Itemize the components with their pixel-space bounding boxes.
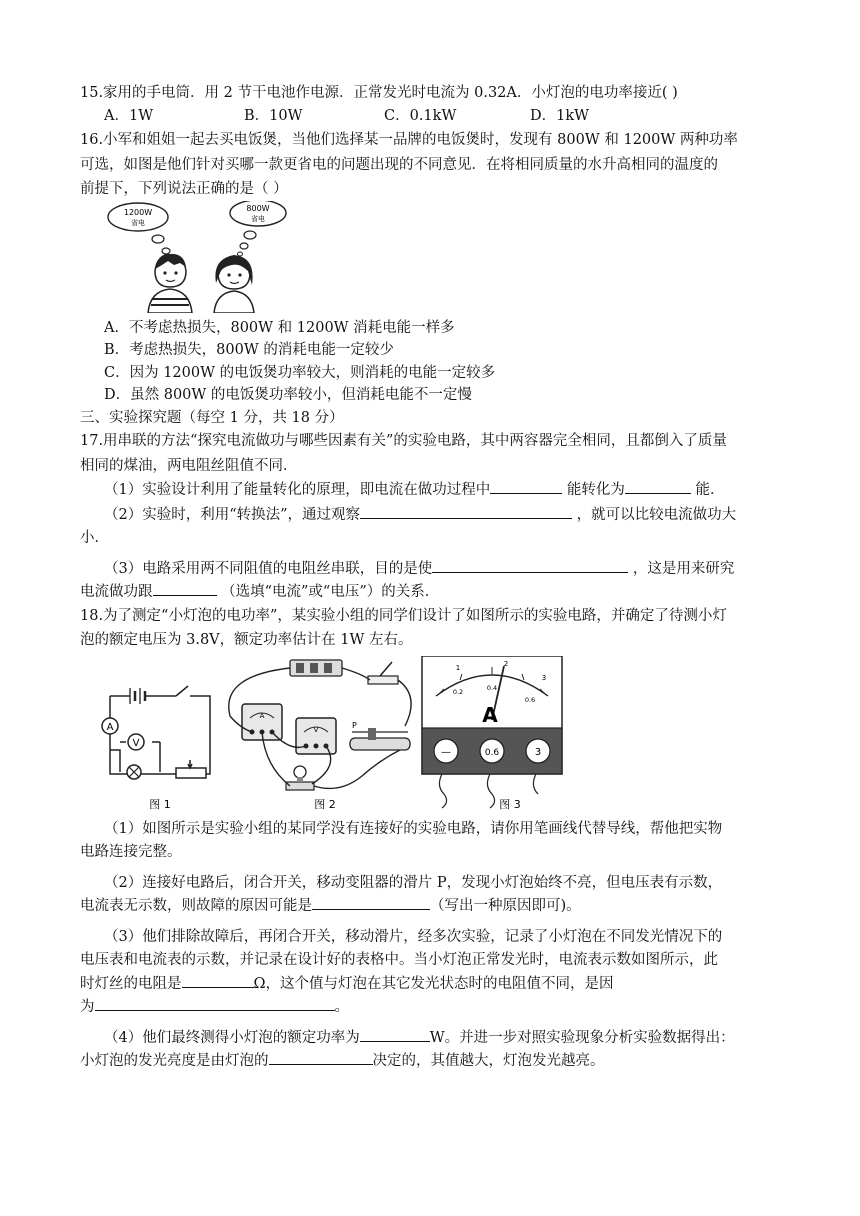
q18-part1-line1: （1）如图所示是实验小组的某同学没有连接好的实验电路，请你用笔画线代替导线，帮他把实物 — [104, 820, 723, 837]
q18-part3-line1: （3）他们排除故障后，再闭合开关，移动滑片，经多次实验，记录了小灯泡在不同发光情况下的 — [104, 928, 723, 945]
ammeter-face-letter: A — [482, 702, 498, 727]
q17-part2 — [80, 504, 780, 527]
ammeter-device-label: A — [259, 711, 265, 720]
q18-part4-line2 — [80, 1050, 780, 1073]
q17-blank-2[interactable] — [625, 479, 691, 494]
slider-p-label: P — [352, 720, 357, 730]
terminal-negative-label: — — [441, 746, 451, 758]
q18-part2-text-b: （写出一种原因即可)。 — [430, 898, 581, 914]
bubble-right-power: 800W — [246, 203, 270, 213]
q18-blank-3[interactable] — [95, 996, 335, 1011]
ammeter-symbol-label: A — [106, 721, 114, 733]
section-heading: 三、实验探究题（每空 1 分，共 18 分） — [80, 409, 344, 426]
fig3-label: 图 3 — [499, 797, 521, 811]
q18-part3-line3 — [80, 973, 780, 996]
fig1-label: 图 1 — [149, 797, 171, 811]
circuit-diagram — [110, 686, 210, 778]
lamp-symbol — [127, 765, 141, 779]
q17-part1-text-b: 能转化为 — [566, 482, 625, 498]
q18-blank-5[interactable] — [269, 1050, 373, 1065]
q17-blank-4[interactable] — [432, 558, 628, 573]
q18-part3-text-c: 为 — [80, 999, 95, 1015]
voltmeter-device-label: V — [313, 725, 319, 734]
q17-part3 — [80, 558, 780, 581]
bulb-device — [286, 766, 314, 790]
scale-top-3: 3 — [541, 673, 547, 682]
q17-part3-text-a: （3）电路采用两不同阻值的电阻丝串联，目的是使 — [104, 560, 433, 577]
left-thought-bubble — [108, 203, 171, 261]
q16-stem-line1: 16.小军和姐姐一起去买电饭煲，当他们选择某一品牌的电饭煲时，发现有 800W 和 1200W 两种功率 — [80, 132, 738, 148]
fig2-label: 图 2 — [314, 797, 336, 811]
q18-part4-text-b: W。并进一步对照实验现象分析实验数据得出： — [429, 1029, 735, 1046]
q17-part3-cont — [80, 581, 780, 604]
q15-option-b: B．10W — [244, 107, 303, 124]
q17-blank-5[interactable] — [153, 581, 217, 596]
q18-blank-4[interactable] — [360, 1027, 430, 1042]
q17-part2-text-a: （2）实验时，利用“转换法”，通过观察 — [104, 506, 361, 523]
q17-blank-3[interactable] — [360, 504, 572, 519]
q18-blank-1[interactable] — [312, 895, 430, 910]
q17-part1 — [80, 479, 780, 502]
q15-option-a: A．1W — [104, 107, 154, 124]
terminal-0.6-label: 0.6 — [484, 747, 500, 758]
q18-blank-2[interactable] — [182, 973, 254, 988]
terminal-3-label: 3 — [534, 746, 542, 758]
scale-top-2: 2 — [503, 659, 509, 668]
voltmeter-symbol-label: V — [132, 737, 140, 749]
scale-bottom-0.2: 0.2 — [452, 687, 464, 696]
q17-part1-text-c: 能． — [695, 482, 725, 498]
q18-part3-line4 — [80, 996, 780, 1019]
q16-stem-line3: 前提下，下列说法正确的是（ ） — [80, 181, 288, 197]
q18-part2-text-a: 电流表无示数，则故障的原因可能是 — [80, 898, 312, 914]
right-thought-bubble — [230, 201, 286, 256]
q17-part3-text-d: （选填“电流”或“电压”）的关系． — [221, 584, 440, 600]
q17-stem-line2: 相同的煤油，两电阻丝阻值不同． — [80, 457, 298, 474]
q18-stem-line2: 泡的额定电压为 3.8V，额定功率估计在 1W 左右。 — [80, 632, 413, 648]
q16-figure — [80, 201, 780, 313]
boy-figure — [148, 253, 192, 312]
physical-circuit — [229, 660, 411, 790]
q16-option-d: D．虽然 800W 的电饭煲功率较小，但消耗电能不一定慢 — [104, 387, 472, 403]
bubble-right-note: 省电 — [251, 214, 265, 223]
ammeter-face — [422, 656, 562, 808]
girl-figure — [214, 255, 254, 313]
bubble-left-note: 省电 — [131, 218, 145, 227]
q17-part2-cont: 小． — [80, 530, 109, 546]
q15-option-c: C．0.1kW — [384, 107, 457, 124]
scale-bottom-0.6: 0.6 — [524, 695, 536, 704]
bubble-left-power: 1200W — [123, 207, 153, 217]
q15-option-d: D．1kW — [530, 107, 590, 124]
q18-part3-text-d: 。 — [334, 999, 349, 1015]
document-page — [80, 82, 780, 1073]
q18-part4-text-c: 小灯泡的发光亮度是由灯泡的 — [80, 1053, 269, 1069]
q17-part1-text-a: （1）实验设计利用了能量转化的原理，即电流在做功过程中 — [104, 482, 491, 498]
q18-part3-line2: 电压表和电流表的示数，并记录在设计好的表格中。当小灯泡正常发光时，电流表示数如图所示，此 — [80, 952, 718, 968]
q18-part3-text-a: 时灯丝的电阻是 — [80, 975, 182, 992]
q17-part2-text-b: ，就可以比较电流做功大 — [576, 506, 737, 523]
q18-part2-line1: （2）连接好电路后，闭合开关，移动变阻器的滑片 P，发现小灯泡始终不亮，但电压表有示数， — [104, 874, 723, 891]
scale-bottom-0.4: 0.4 — [486, 683, 498, 692]
q16-option-b: B．考虑热损失，800W 的消耗电能一定较少 — [104, 342, 394, 358]
q17-part3-text-c: 电流做功跟 — [80, 584, 153, 600]
q15-stem: 15.家用的手电筒．用 2 节干电池作电源．正常发光时电流为 0.32A．小灯泡的电功率接近( ) — [80, 85, 678, 101]
q16-stem-line2: 可选，如图是他们针对买哪一款更省电的问题出现的不同意见．在将相同质量的水升高相同的温度的 — [80, 156, 718, 173]
q16-option-c: C．因为 1200W 的电饭煲功率较大，则消耗的电能一定较多 — [104, 364, 496, 381]
q18-part4-line1 — [80, 1027, 780, 1050]
q18-stem-line1: 18.为了测定“小灯泡的电功率”，某实验小组的同学们设计了如图所示的实验电路，并确定了待测小灯 — [80, 607, 727, 624]
q18-figures — [80, 656, 780, 816]
q18-part3-text-b: Ω，这个值与灯泡在其它发光状态时的电阻值不同，是因 — [253, 975, 614, 992]
q18-part2-line2 — [80, 895, 780, 918]
q18-part4-text-a: （4）他们最终测得小灯泡的额定功率为 — [104, 1029, 360, 1046]
q18-part4-text-d: 决定的，其值越大，灯泡发光越亮。 — [372, 1053, 605, 1069]
q17-stem-line1: 17.用串联的方法“探究电流做功与哪些因素有关”的实验电路，其中两容器完全相同，且都倒入了质量 — [80, 433, 727, 449]
scale-top-1: 1 — [455, 663, 461, 672]
q17-blank-1[interactable] — [490, 479, 562, 494]
q17-part3-text-b: ，这是用来研究 — [632, 560, 735, 577]
q15-options — [80, 105, 780, 128]
q18-part1-line2: 电路连接完整。 — [80, 844, 182, 860]
q16-option-a: A．不考虑热损失，800W 和 1200W 消耗电能一样多 — [104, 319, 455, 336]
